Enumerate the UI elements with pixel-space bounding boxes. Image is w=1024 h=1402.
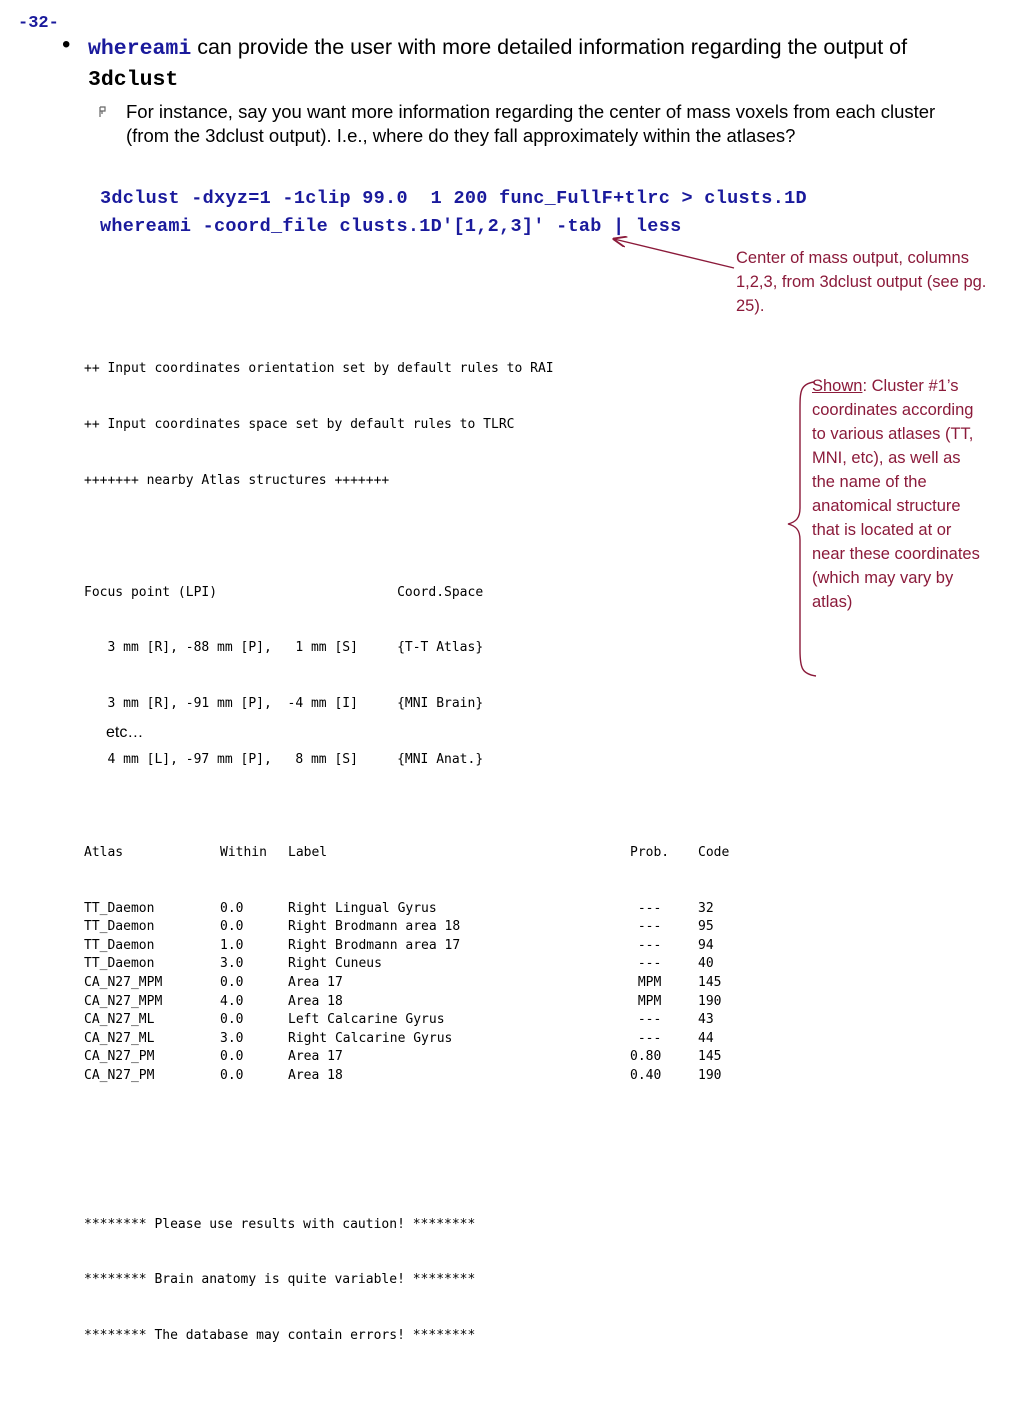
cell-prob: ---: [630, 937, 662, 953]
terminal-line: Focus point (LPI) Coord.Space: [84, 584, 484, 600]
etc-text: etc…: [106, 724, 144, 741]
terminal-line: ++ Input coordinates orientation set by default rules to RAI: [84, 361, 554, 377]
cell-atlas: CA_N27_ML: [84, 1012, 155, 1028]
3dclust-command: 3dclust: [88, 68, 179, 92]
sub-bullet-icon: [98, 106, 108, 121]
bullet-dot: •: [62, 31, 71, 58]
shown-text: : Cluster #1’s coordinates according to various atlases (TT, MNI, etc), as well as the name of the anatomical structure that is located at or near these coordinates (which may vary by atlas): [812, 377, 980, 611]
cell-code: 32: [698, 900, 714, 916]
command-line-whereami: whereami -coord_file clusts.1D'[1,2,3]' -tab | less: [100, 216, 682, 237]
cell-atlas: TT_Daemon: [84, 900, 155, 916]
cell-within: 0.0: [220, 900, 244, 916]
terminal-header: [84, 323, 744, 806]
cell-atlas: CA_N27_MPM: [84, 974, 163, 990]
table-row: [84, 993, 744, 1012]
cell-label: Right Brodmann area 17: [288, 937, 461, 953]
command-line-3dclust: 3dclust -dxyz=1 -1clip 99.0 1 200 func_FullF+tlrc > clusts.1D: [100, 188, 807, 209]
cell-atlas: TT_Daemon: [84, 937, 155, 953]
table-row: [84, 974, 744, 993]
column-header-atlas: Atlas: [84, 844, 124, 860]
table-header: [84, 844, 744, 863]
warning-line: ******** Please use results with caution! ********: [84, 1216, 476, 1232]
cell-atlas: TT_Daemon: [84, 956, 155, 972]
cell-label: Area 18: [288, 1067, 343, 1083]
bullet-text-mid: can provide the user with more detailed information regarding the output of: [191, 35, 908, 59]
cell-prob: 0.40: [630, 1067, 662, 1083]
whereami-command: whereami: [88, 37, 192, 61]
cell-prob: MPM: [630, 993, 662, 1009]
cell-atlas: CA_N27_ML: [84, 1030, 155, 1046]
cell-prob: ---: [630, 900, 662, 916]
cell-label: Right Lingual Gyrus: [288, 900, 437, 916]
cell-label: Left Calcarine Gyrus: [288, 1012, 445, 1028]
atlas-table-body: [84, 900, 744, 1086]
table-row: [84, 900, 744, 919]
table-row: [84, 955, 744, 974]
cell-label: Right Cuneus: [288, 956, 382, 972]
cell-atlas: CA_N27_PM: [84, 1067, 155, 1083]
warning-line: ******** The database may contain errors! ********: [84, 1328, 476, 1344]
cell-within: 0.0: [220, 1012, 244, 1028]
table-row: [84, 937, 744, 956]
table-row: [84, 918, 744, 937]
table-row: [84, 1030, 744, 1049]
cell-code: 44: [698, 1030, 714, 1046]
cell-code: 145: [698, 1049, 722, 1065]
cell-code: 43: [698, 1012, 714, 1028]
warning-line: ******** Brain anatomy is quite variable! ********: [84, 1272, 476, 1288]
terminal-footer: [84, 1179, 744, 1384]
cell-prob: 0.80: [630, 1049, 662, 1065]
terminal-line: 3 mm [R], -88 mm [P], 1 mm [S] {T-T Atlas}: [84, 640, 484, 656]
cell-code: 190: [698, 993, 722, 1009]
cell-label: Area 17: [288, 1049, 343, 1065]
cell-code: 95: [698, 919, 714, 935]
cell-atlas: CA_N27_PM: [84, 1049, 155, 1065]
cell-within: 1.0: [220, 937, 244, 953]
cell-within: 0.0: [220, 1067, 244, 1083]
terminal-line: 3 mm [R], -91 mm [P], -4 mm [I] {MNI Brain}: [84, 696, 484, 712]
callout-note: Center of mass output, columns 1,2,3, from 3dclust output (see pg. 25).: [736, 249, 987, 315]
cell-prob: ---: [630, 1030, 662, 1046]
cell-within: 4.0: [220, 993, 244, 1009]
column-header-within: Within: [220, 844, 267, 860]
shown-note: [812, 374, 982, 614]
cell-within: 3.0: [220, 956, 244, 972]
cell-within: 0.0: [220, 919, 244, 935]
cell-code: 145: [698, 974, 722, 990]
cell-code: 94: [698, 937, 714, 953]
page-number: -32-: [18, 14, 59, 33]
cell-label: Area 18: [288, 993, 343, 1009]
terminal-line: 4 mm [L], -97 mm [P], 8 mm [S] {MNI Anat.}: [84, 751, 484, 767]
table-row: [84, 1048, 744, 1067]
cell-prob: ---: [630, 956, 662, 972]
terminal-output: [84, 286, 744, 1402]
cell-atlas: TT_Daemon: [84, 919, 155, 935]
terminal-line: [84, 528, 744, 547]
terminal-line: ++ Input coordinates space set by default rules to TLRC: [84, 417, 515, 433]
cell-label: Right Brodmann area 18: [288, 919, 461, 935]
cell-prob: ---: [630, 919, 662, 935]
cell-atlas: CA_N27_MPM: [84, 993, 163, 1009]
cell-code: 190: [698, 1067, 722, 1083]
column-header-code: Code: [698, 844, 730, 860]
cell-within: 0.0: [220, 974, 244, 990]
cell-within: 3.0: [220, 1030, 244, 1046]
cell-code: 40: [698, 956, 714, 972]
terminal-line: +++++++ nearby Atlas structures +++++++: [84, 472, 390, 488]
main-bullet: [88, 33, 988, 95]
callout-arrow: [614, 239, 734, 268]
cell-prob: ---: [630, 1012, 662, 1028]
cell-label: Area 17: [288, 974, 343, 990]
table-row: [84, 1067, 744, 1086]
sub-bullet: For instance, say you want more information regarding the center of mass voxels from each cluster (from the 3dclust output). I.e., where do they fall approximately within the atlases?: [126, 101, 936, 146]
column-header-label: Label: [288, 844, 328, 860]
cell-prob: MPM: [630, 974, 662, 990]
shown-label: Shown: [812, 377, 863, 395]
cell-label: Right Calcarine Gyrus: [288, 1030, 453, 1046]
cell-within: 0.0: [220, 1049, 244, 1065]
table-row: [84, 1011, 744, 1030]
column-header-prob: Prob.: [630, 844, 670, 860]
